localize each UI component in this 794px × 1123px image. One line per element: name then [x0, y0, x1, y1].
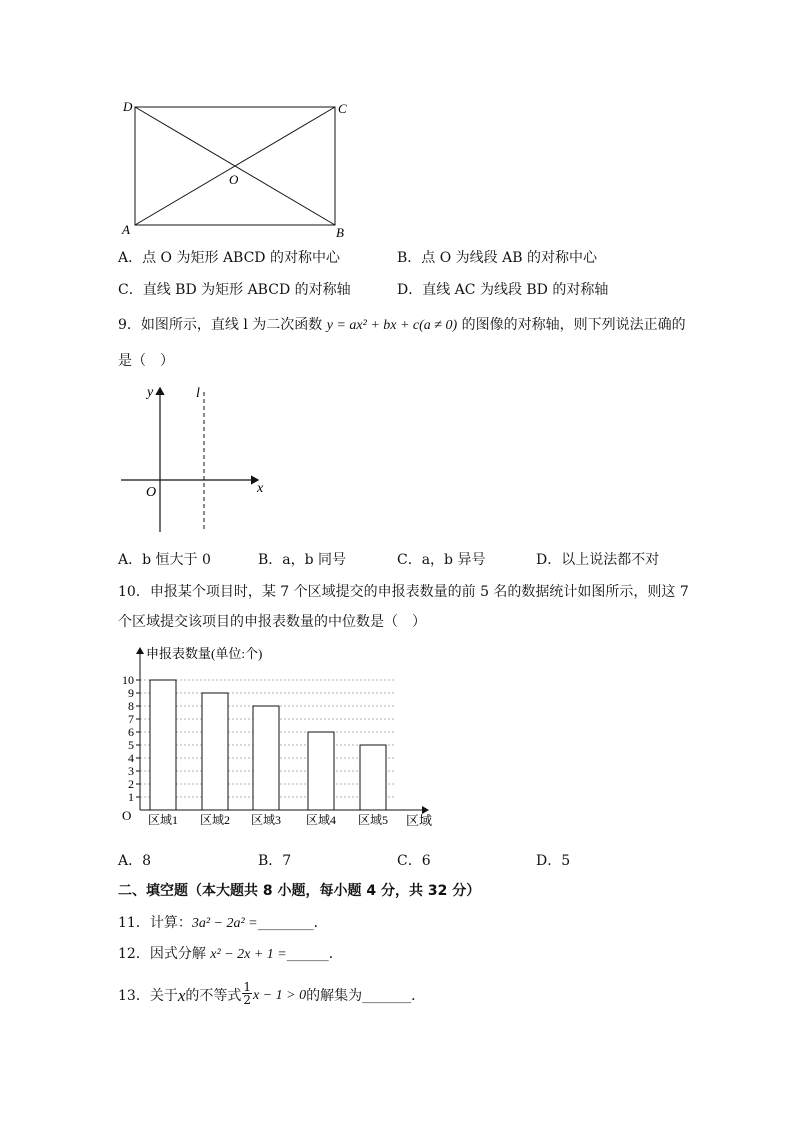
- q8-option-d: D．直线 AC 为线段 BD 的对称轴: [397, 282, 609, 298]
- q8-option-a: A．点 O 为矩形 ABCD 的对称中心: [118, 250, 340, 266]
- q10-option-c: C．6: [397, 853, 431, 869]
- ytick-label-6: 6: [128, 725, 134, 739]
- rectangle-figure: [118, 96, 358, 242]
- q13: [118, 980, 426, 1008]
- vertex-a-label: A: [122, 222, 130, 237]
- chart-ylabel: 申报表数量(单位:个): [146, 646, 263, 661]
- ytick-label-9: 9: [128, 686, 134, 700]
- q13-suffix: 的解集为_______．: [306, 987, 426, 1004]
- q12-suffix: ______．: [286, 946, 343, 962]
- ytick-label-10: 10: [122, 673, 134, 687]
- q10-stem-line2: 个区域提交该项目的申报表数量的中位数是（ ）: [118, 614, 426, 630]
- q11-formula: 3a² − 2a² =: [191, 916, 258, 931]
- q9-option-b: B．a，b 同号: [258, 552, 347, 568]
- vertex-d-label: D: [123, 99, 133, 114]
- line-l-label: l: [196, 386, 200, 401]
- ytick-label-5: 5: [128, 738, 134, 752]
- xtick-label-3: 区域3: [250, 813, 282, 827]
- q11-prefix: 11．计算：: [118, 915, 192, 931]
- y-axis-label: y: [147, 385, 154, 400]
- q13-prefix: 13．关于: [118, 987, 178, 1004]
- xtick-layer: [148, 812, 388, 827]
- section-2-heading: 二、填空题（本大题共 8 小题，每小题 4 分，共 32 分）: [118, 883, 481, 899]
- q13-frac-num: 1: [243, 980, 252, 994]
- ytick-label-3: 3: [128, 764, 134, 778]
- q11-suffix: ________．: [257, 915, 328, 931]
- q10-stem-line1: 10．申报某个项目时，某 7 个区域提交的申报表数量的前 5 名的数据统计如图所示，则这 7: [118, 584, 689, 600]
- q9-stem-line2: 是（ ）: [118, 353, 174, 369]
- bar-chart: [110, 640, 440, 835]
- bar-3: [253, 706, 279, 810]
- chart-origin-label: O: [122, 808, 132, 823]
- q13-formula: x − 1 > 0: [253, 987, 307, 1003]
- ytick-label-4: 4: [128, 751, 134, 765]
- ytick-label-1: 1: [128, 790, 134, 804]
- axis-figure: [118, 380, 278, 540]
- q9-stem-suffix: 的图像的对称轴，则下列说法正确的: [457, 317, 686, 333]
- q13-var: x: [177, 985, 186, 1005]
- xtick-label-4: 区域4: [305, 813, 337, 827]
- xtick-label-2: 区域2: [199, 813, 231, 827]
- vertex-b-label: B: [336, 225, 344, 240]
- q9-option-d: D．以上说法都不对: [536, 552, 660, 568]
- q12: [118, 945, 343, 964]
- q10-option-b: B．7: [258, 853, 292, 869]
- origin-label: O: [146, 485, 157, 500]
- q10-option-d: D．5: [536, 853, 571, 869]
- q12-formula: x² − 2x + 1 =: [210, 947, 287, 962]
- q9-stem: [118, 316, 686, 335]
- bar-2: [202, 693, 228, 810]
- q9-stem-prefix: 9．如图所示，直线 l 为二次函数: [118, 317, 327, 333]
- ytick-label-8: 8: [128, 699, 134, 713]
- x-axis-label: x: [257, 481, 264, 496]
- chart-xlabel: 区域: [406, 813, 433, 828]
- ytick-label-7: 7: [128, 712, 134, 726]
- q9-option-a: A．b 恒大于 0: [118, 552, 211, 568]
- q13-fraction: [242, 981, 252, 1006]
- q10-option-a: A．8: [118, 853, 152, 869]
- bar-1: [150, 680, 176, 810]
- q8-option-b: B．点 O 为线段 AB 的对称中心: [397, 250, 597, 266]
- q13-frac-den: 2: [243, 993, 252, 1007]
- xtick-label-5: 区域5: [357, 813, 389, 827]
- ytick-layer: [122, 673, 140, 804]
- q8-option-c: C．直线 BD 为矩形 ABCD 的对称轴: [118, 282, 351, 298]
- center-o-label: O: [229, 172, 239, 187]
- bar-5: [360, 745, 386, 810]
- q9-formula: y = ax² + bx + c(a ≠ 0): [326, 318, 458, 333]
- bar-4: [308, 732, 334, 810]
- ytick-label-2: 2: [128, 777, 134, 791]
- q12-prefix: 12．因式分解: [118, 946, 211, 962]
- q13-mid: 的不等式: [185, 987, 242, 1004]
- vertex-c-label: C: [338, 101, 347, 116]
- q11: [118, 914, 328, 933]
- q9-option-c: C．a，b 异号: [397, 552, 486, 568]
- xtick-label-1: 区域1: [147, 813, 179, 827]
